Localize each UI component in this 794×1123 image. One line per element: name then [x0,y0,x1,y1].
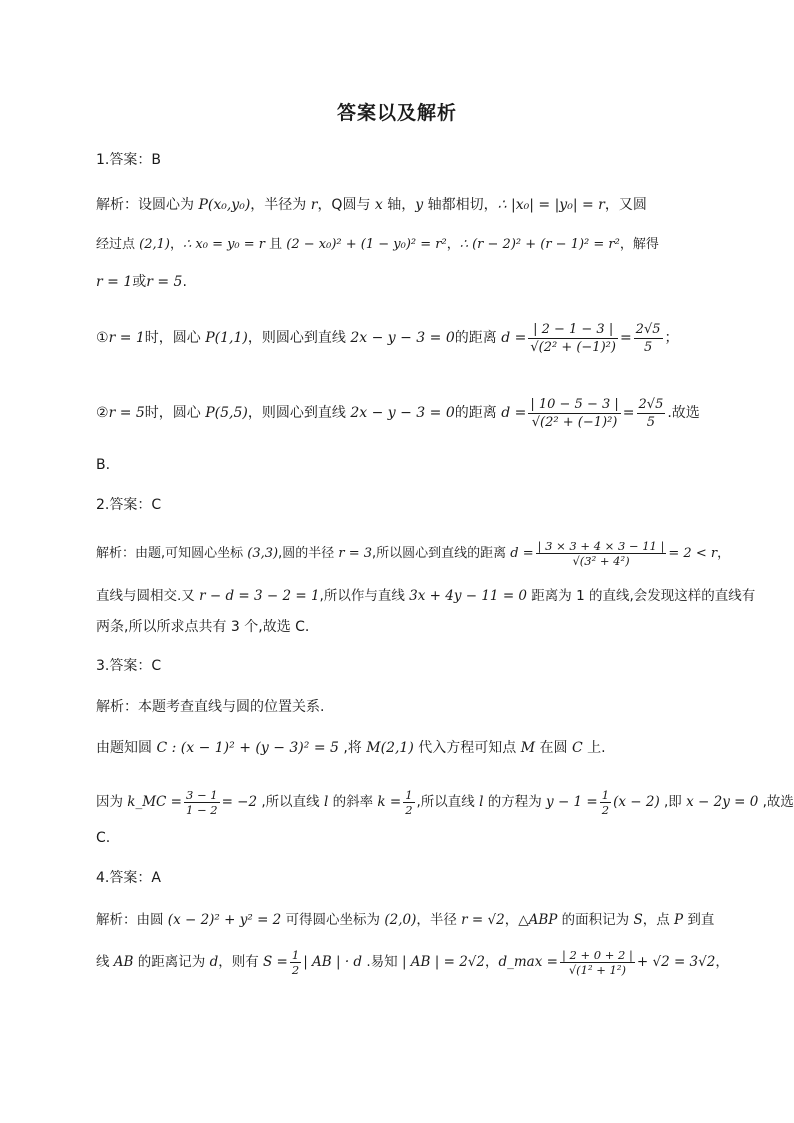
math: r [310,197,318,213]
math: = [619,330,632,346]
q3-solution-line-1: 解析：本题考查直线与圆的位置关系. [96,699,325,715]
math: = [622,405,635,421]
math: r − d = 3 − 2 = 1 [199,588,320,604]
text: 且 [265,237,287,252]
text: 的方程为 [483,794,547,810]
text: ，半径为 [250,197,311,213]
math: △ABP [518,912,558,928]
text: .故选 [667,405,700,421]
text: ， [446,237,460,252]
q1-solution-line-3 [96,272,700,292]
text: 时，圆心 [144,330,206,346]
math: + √2 = 3√2 [636,954,716,970]
math: y [415,197,424,213]
text: ， [717,546,731,561]
q1-answer: 1.答案：B [96,152,161,168]
math: (2,1) [139,237,170,252]
text: ，点 [642,912,674,928]
math: (2 − x₀)² + (1 − y₀)² = r² [286,237,447,252]
text: 解析：由题,可知圆心坐标 [96,546,248,561]
max-distance-fraction [560,948,635,977]
numerator: 3 − 1 [185,787,218,802]
text: 代入方程可知点 [413,740,521,756]
math: r = 1 [96,274,133,290]
math: M(2,1) [366,740,414,756]
denominator: √(2² + (−1)²) [530,339,616,355]
math: (2,0) [384,912,417,928]
text: 距离为 1 的直线,会发现这样的直线有 [527,588,756,604]
math: C : (x − 1)² + (y − 3)² = 5 [156,740,339,756]
numerator: 1 [601,787,610,802]
math: r = 1 [108,330,145,346]
text: ,所以直线 [416,794,480,810]
math: k = [377,794,402,810]
q1-solution-line-1 [96,195,700,215]
math: | AB | = 2√2 [401,954,485,970]
math: d [209,954,219,970]
numerator: 2√5 [638,396,664,412]
denominator: 2 [601,802,610,817]
math: 3x + 4y − 11 = 0 [409,588,528,604]
half-fraction [290,948,301,977]
half-fraction [403,788,414,817]
math: r = 3 [338,546,373,561]
math: r = √2 [461,912,505,928]
text: ，则圆心到直线 [247,405,351,421]
q2-solution-line-3: 两条,所以所求点共有 3 个,故选 C. [96,619,310,635]
text: ② [96,405,109,421]
half-fraction [600,788,611,817]
q4-solution-line-2 [96,945,729,979]
q3-solution-line-2 [96,738,700,758]
denominator: √(3² + 4²) [572,554,630,568]
distance-fraction [536,539,667,568]
distance-fraction [528,396,620,431]
text: ，解得 [619,237,659,252]
text: ，半径 [416,912,462,928]
text: ,所以直线 [257,794,324,810]
q3-answer: 3.答案：C [96,658,162,674]
math: k_MC = [127,794,182,810]
text: 直线与圆相交.又 [96,588,200,604]
text: 解析：由圆 [96,912,168,928]
q1-case-2 [96,393,700,433]
math: x − 2y = 0 [686,794,759,810]
text: 由题知圆 [96,740,157,756]
numerator: | 10 − 5 − 3 | [530,396,619,412]
numerator: | 2 + 0 + 2 | [561,947,633,962]
numerator: 1 [405,787,413,802]
math: (x − 2) [613,794,660,810]
text: ,将 [338,740,367,756]
numerator: | 3 × 3 + 4 × 3 − 11 | [537,539,665,553]
math: = 2 < r [668,546,718,561]
numerator: | 2 − 1 − 3 | [528,321,618,339]
math: = −2 [221,794,258,810]
math: d = [501,405,527,421]
document-title: 答案以及解析 [336,102,457,124]
q1-case-1 [96,318,700,358]
denominator: √(1² + 1²) [568,962,626,977]
math: l [479,794,484,810]
result-fraction [637,396,666,431]
q1-solution-line-2 [96,235,700,255]
q2-answer: 2.答案：C [96,497,162,513]
text: 的距离 [454,405,502,421]
q2-solution-line-2 [96,586,756,606]
numerator: 2√5 [635,321,661,337]
math: P(1,1) [205,330,248,346]
denominator: 5 [643,339,653,355]
math: | AB | · d [303,954,363,970]
math: P(5,5) [205,405,248,421]
text: 的面积记为 [557,912,634,928]
math: AB [113,954,134,970]
text: ，又圆 [604,197,647,213]
text: 可得圆心坐标为 [281,912,385,928]
math: C [571,740,583,756]
math: y − 1 = [546,794,598,810]
text: 到直 [683,912,715,928]
text: 在圆 [535,740,572,756]
denominator: 1 − 2 [185,802,218,817]
text: ， [169,237,183,252]
math: ∴ (r − 2)² + (r − 1)² = r² [459,237,620,252]
denominator: 2 [405,802,413,817]
math: ∴ x₀ = y₀ = r [182,237,266,252]
text: ，Q圆与 [317,197,375,213]
q4-answer: 4.答案：A [96,870,161,886]
text: ,所以圆心到直线的距离 [372,546,511,561]
text: ,圆的半径 [278,546,339,561]
text: ； [664,330,679,346]
math: d = [510,546,534,561]
text: . [182,274,187,290]
math: S [633,912,643,928]
denominator: 2 [291,962,300,977]
distance-fraction [528,321,618,356]
text: ,故选 [758,794,794,810]
math: l [323,794,329,810]
math: M [520,740,536,756]
text: .易知 [362,954,402,970]
math: 2x − y − 3 = 0 [350,405,455,421]
math: S = [263,954,288,970]
math: x [374,197,383,213]
denominator: 5 [646,414,656,430]
text: 上. [582,740,606,756]
text: 轴， [382,197,416,213]
text: 的距离记为 [133,954,210,970]
math: r = 5 [108,405,145,421]
text: 时，圆心 [144,405,206,421]
text: ， [715,954,729,970]
math: d_max = [498,954,558,970]
text: 或 [132,274,147,290]
text: ① [96,330,109,346]
q3-solution-line-3 [96,785,794,819]
q3-solution-line-4: C. [96,830,111,846]
math: (3,3) [247,546,279,561]
denominator: √(2² + (−1)²) [531,414,618,430]
text: 因为 [96,794,128,810]
slope-fraction [184,788,220,817]
result-fraction [634,321,663,356]
q2-solution-line-1 [96,537,731,571]
text: ，则圆心到直线 [247,330,351,346]
text: ， [484,954,499,970]
math: P [674,912,684,928]
text: ,即 [659,794,687,810]
math: 2x − y − 3 = 0 [350,330,455,346]
text: 线 [96,954,114,970]
text: ，则有 [218,954,264,970]
numerator: 1 [291,947,300,962]
text: 轴都相切， [423,197,498,213]
text: 的距离 [454,330,502,346]
math: d = [501,330,527,346]
text: 经过点 [96,237,140,252]
math: r = 5 [146,274,183,290]
q4-solution-line-1 [96,910,715,930]
text: 解析：设圆心为 [96,197,199,213]
q1-case-2-continued: B. [96,457,111,473]
text: ,所以作与直线 [319,588,410,604]
text: 的斜率 [328,794,378,810]
text: ， [504,912,519,928]
math: P(x₀,y₀) [198,197,251,213]
math: (x − 2)² + y² = 2 [167,912,282,928]
math: ∴ |x₀| = |y₀| = r [497,197,605,213]
